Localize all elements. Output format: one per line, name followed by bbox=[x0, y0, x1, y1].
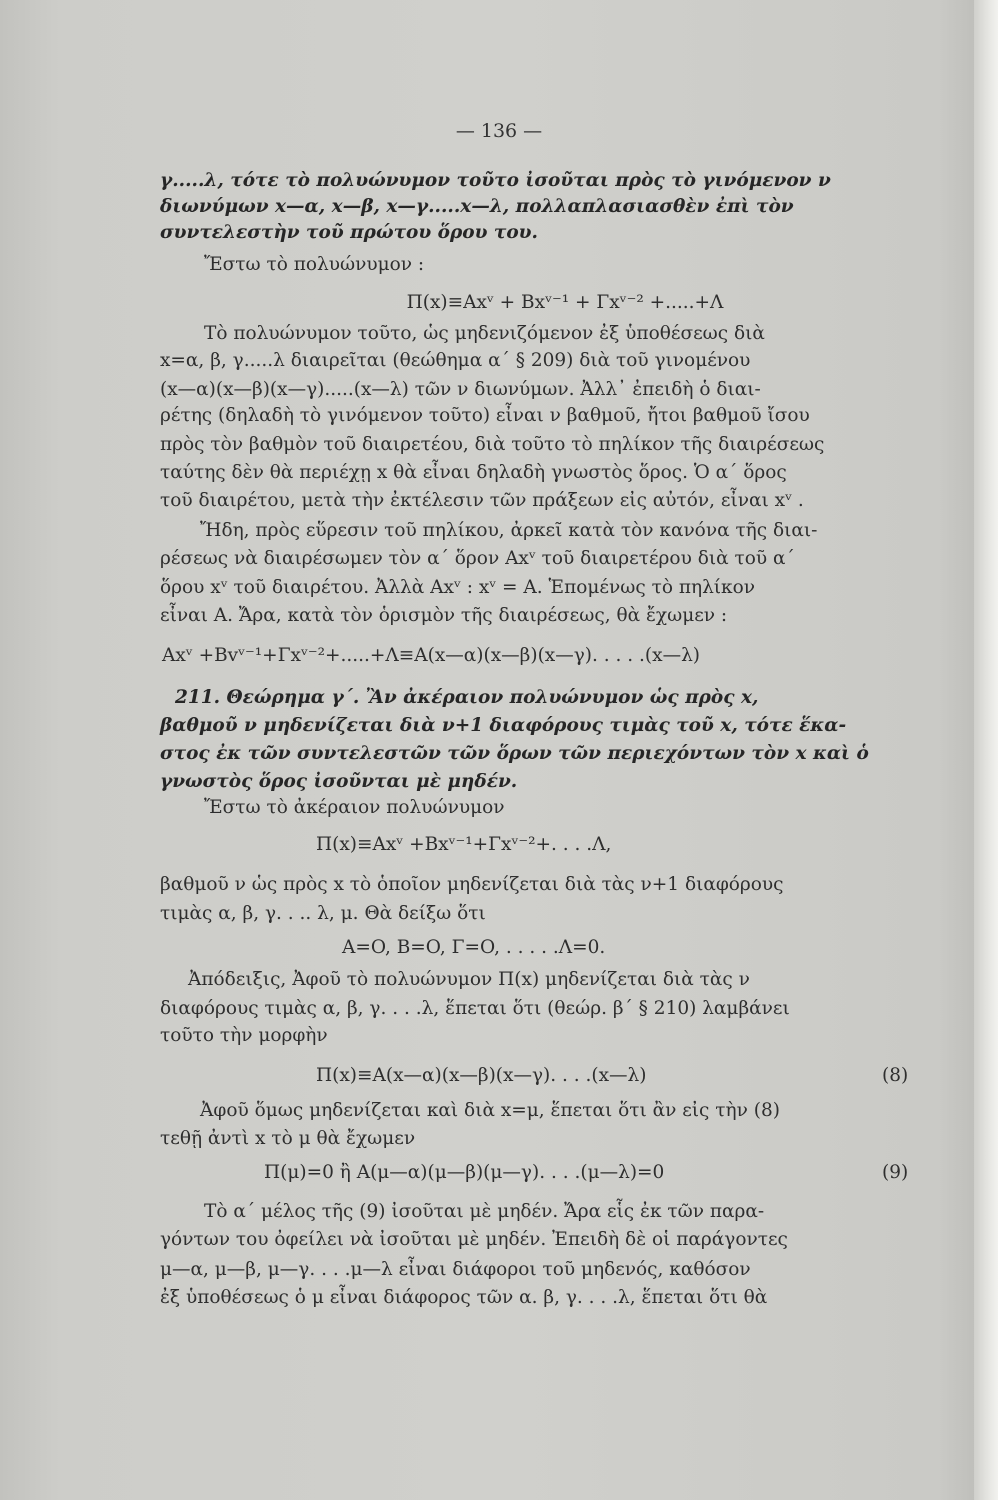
equation-number: (8) bbox=[882, 1065, 909, 1086]
text-line: γνωστὸς ὅρος ἰσοῦνται μὲ μηδέν. bbox=[160, 771, 518, 792]
text-line: ἐξ ὑποθέσεως ὁ μ εἶναι διάφορος τῶν α. β, γ. . . .λ, ἕπεται ὅτι θὰ bbox=[160, 1287, 768, 1308]
equation: Π(x)≡Axᵛ +Bxᵛ⁻¹+Γxᵛ⁻²+. . . .Λ, bbox=[316, 834, 612, 855]
text-line: Ἀπόδειξις, Ἀφοῦ τὸ πολυώνυμον Π(x) μηδενίζεται διὰ τὰς ν bbox=[188, 969, 750, 990]
text-line: Ἤδη, πρὸς εὕρεσιν τοῦ πηλίκου, ἀρκεῖ κατὰ τὸν κανόνα τῆς διαι- bbox=[200, 520, 818, 541]
text-line: διαφόρους τιμὰς α, β, γ. . . .λ, ἕπεται ὅτι (θεώρ. β´ § 210) λαμβάνει bbox=[160, 998, 790, 1019]
text-line: στος ἐκ τῶν συντελεστῶν τῶν ὅρων τῶν περιεχόντων τὸν x καὶ ὁ bbox=[160, 743, 869, 764]
text-line: τοῦτο τὴν μορφὴν bbox=[160, 1025, 328, 1046]
text-line: (x—α)(x—β)(x—γ).....(x—λ) τῶν ν διωνύμων. Ἀλλ᾽ ἐπειδὴ ὁ διαι- bbox=[160, 379, 761, 400]
text-line: συντελεστὴν τοῦ πρώτου ὅρου του. bbox=[160, 222, 538, 243]
text-line: ρέτης (δηλαδὴ τὸ γινόμενον τοῦτο) εἶναι ν βαθμοῦ, ἤτοι βαθμοῦ ἴσου bbox=[160, 405, 810, 426]
text-line: διωνύμων x—α, x—β, x—γ.....x—λ, πολλαπλασιασθὲν ἐπὶ τὸν bbox=[160, 196, 794, 217]
text-line: μ—α, μ—β, μ—γ. . . .μ—λ εἶναι διάφοροι τοῦ μηδενός, καθόσον bbox=[160, 1259, 751, 1280]
equation: Π(μ)=0 ἢ A(μ—α)(μ—β)(μ—γ). . . .(μ—λ)=0 bbox=[264, 1162, 665, 1183]
text-line: ρέσεως νὰ διαιρέσωμεν τὸν α´ ὅρον Axᵛ τοῦ διαιρετέρου διὰ τοῦ α´ bbox=[160, 548, 795, 569]
text-line: Τὸ α´ μέλος τῆς (9) ἰσοῦται μὲ μηδέν. Ἄρα εἷς ἐκ τῶν παρα- bbox=[204, 1201, 765, 1222]
text-line: ὅρου xᵛ τοῦ διαιρέτου. Ἀλλὰ Axᵛ : xᵛ = A. Ἑπομένως τὸ πηλίκον bbox=[160, 577, 755, 598]
equation-number: (9) bbox=[882, 1162, 909, 1183]
text-line: x=α, β, γ.....λ διαιρεῖται (θεώθημα α´ § 209) διὰ τοῦ γινομένου bbox=[160, 350, 751, 371]
page-edge bbox=[974, 0, 998, 1500]
equation: Π(x)≡A(x—α)(x—β)(x—γ). . . .(x—λ) bbox=[316, 1065, 647, 1086]
page-number: — 136 — bbox=[455, 120, 543, 142]
text-line: πρὸς τὸν βαθμὸν τοῦ διαιρετέου, διὰ τοῦτο τὸ πηλίκον τῆς διαιρέσεως bbox=[160, 434, 825, 455]
text-line: ταύτης δὲν θὰ περιέχῃ x θὰ εἶναι δηλαδὴ γνωστὸς ὅρος. Ὁ α´ ὅρος bbox=[160, 462, 787, 483]
equation: Axᵛ +Bvᵛ⁻¹+Γxᵛ⁻²+.....+Λ≡A(x—α)(x—β)(x—γ). . . . .(x—λ) bbox=[162, 645, 701, 666]
text-line: τοῦ διαιρέτου, μετὰ τὴν ἐκτέλεσιν τῶν πράξεων εἰς αὐτόν, εἶναι xᵛ . bbox=[160, 490, 804, 511]
text-line: εἶναι A. Ἄρα, κατὰ τὸν ὁρισμὸν τῆς διαιρέσεως, θὰ ἔχωμεν : bbox=[160, 605, 728, 626]
theorem-heading: 211. Θεώρημα γ´. Ἂν ἀκέραιον πολυώνυμον ὡς πρὸς x, bbox=[175, 687, 759, 708]
equation: Π(x)≡Axᵛ + Bxᵛ⁻¹ + Γxᵛ⁻² +.....+Λ bbox=[406, 292, 724, 313]
text-line: γόντων του ὀφείλει νὰ ἰσοῦται μὲ μηδέν. Ἐπειδὴ δὲ οἱ παράγοντες bbox=[160, 1229, 788, 1250]
text-line: Ἔστω τὸ ἀκέραιον πολυώνυμον bbox=[204, 797, 505, 818]
text-line: γ.....λ, τότε τὸ πολυώνυμον τοῦτο ἰσοῦται πρὸς τὸ γινόμενον ν bbox=[160, 170, 831, 191]
text-line: βαθμοῦ ν ὡς πρὸς x τὸ ὁποῖον μηδενίζεται διὰ τὰς ν+1 διαφόρους bbox=[160, 874, 784, 895]
text-line: Ἀφοῦ ὅμως μηδενίζεται καὶ διὰ x=μ, ἕπεται ὅτι ἂν εἰς τὴν (8) bbox=[200, 1100, 780, 1121]
text-line: Ἔστω τὸ πολυώνυμον : bbox=[204, 254, 425, 275]
text-line: βαθμοῦ ν μηδενίζεται διὰ ν+1 διαφόρους τιμὰς τοῦ x, τότε ἕκα- bbox=[160, 715, 847, 736]
text-line: Τὸ πολυώνυμον τοῦτο, ὡς μηδενιζόμενον ἐξ ὑποθέσεως διὰ bbox=[204, 323, 765, 344]
equation: A=O, B=O, Γ=O, . . . . .Λ=0. bbox=[342, 937, 606, 958]
text-line: τεθῇ ἀντὶ x τὸ μ θὰ ἔχωμεν bbox=[160, 1128, 416, 1149]
text-line: τιμὰς α, β, γ. . .. λ, μ. Θὰ δείξω ὅτι bbox=[160, 903, 486, 924]
